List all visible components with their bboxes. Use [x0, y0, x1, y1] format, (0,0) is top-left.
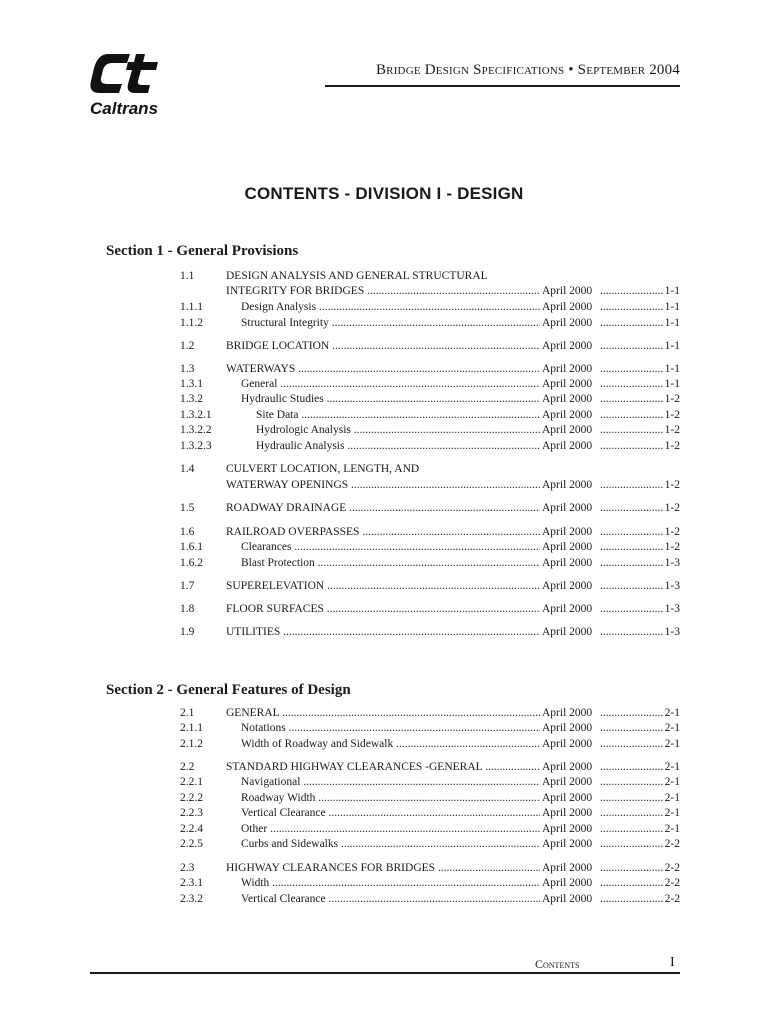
toc-entry-page: [600, 478, 680, 493]
toc-entry-page: [600, 706, 680, 721]
toc-entry-title: [226, 269, 546, 284]
toc-entry-page: [600, 625, 680, 640]
toc-entry-number: 1.6.2: [180, 557, 203, 569]
toc-entry-date: April 2000: [542, 775, 602, 790]
toc-entry-number: 1.3.1: [180, 378, 203, 390]
toc-entry-title: [256, 423, 540, 438]
toc-entry-number: 1.3.2.2: [180, 424, 212, 436]
toc-entry-date: April 2000: [542, 822, 602, 837]
toc-entry[interactable]: [180, 408, 680, 423]
toc-entry[interactable]: [180, 806, 680, 821]
toc-entry-page-number: 1-1: [664, 285, 680, 297]
toc-entry-title-text: HIGHWAY CLEARANCES FOR BRIDGES .....: [226, 862, 540, 874]
toc-entry-title: [241, 876, 540, 891]
toc-entry-title: [226, 501, 540, 516]
toc-entry-title: [241, 791, 540, 806]
toc-entry[interactable]: [180, 300, 680, 315]
toc-entry[interactable]: [180, 861, 680, 876]
toc-entry-number: 1.6: [180, 526, 195, 538]
toc-entry-number: 1.3: [180, 363, 195, 375]
toc-entry-page: [600, 861, 680, 876]
toc-entry-title: [241, 392, 540, 407]
toc-entry-title-text: WATERWAYS .....: [226, 363, 540, 375]
toc-entry-page-number: 1-3: [664, 626, 680, 638]
toc-entry-page: [600, 377, 680, 392]
caltrans-logo: [88, 48, 178, 118]
toc-entry-title-text: Width of Roadway and Sidewalk .....: [241, 738, 540, 750]
toc-entry-page: [600, 423, 680, 438]
toc-entry-date: April 2000: [542, 377, 602, 392]
running-header: [325, 62, 680, 79]
toc-entry-page: [600, 540, 680, 555]
toc-entry-title: [241, 300, 540, 315]
toc-entry-title-text: CULVERT LOCATION, LENGTH, AND: [226, 463, 420, 475]
toc-entry[interactable]: [180, 791, 680, 806]
toc-entry-title: [241, 837, 540, 852]
toc-entry-date: April 2000: [542, 556, 602, 571]
toc-entry-page: [600, 556, 680, 571]
toc-entry-number: 1.3.2.3: [180, 440, 212, 452]
toc-entry-date: April 2000: [542, 316, 602, 331]
toc-entry[interactable]: [180, 876, 680, 891]
toc-entry[interactable]: [180, 525, 680, 540]
toc-entry[interactable]: [180, 760, 680, 775]
toc-entry-title: [226, 462, 546, 477]
toc-entry-date: April 2000: [542, 579, 602, 594]
toc-entry-title-text: Structural Integrity .....: [241, 317, 540, 329]
toc-entry-title: [241, 806, 540, 821]
toc-entry-title-text: Vertical Clearance .....: [241, 807, 540, 819]
toc-entry-page-number: 1-3: [664, 603, 680, 615]
toc-entry-title-text: STANDARD HIGHWAY CLEARANCES -GENERAL .....: [226, 761, 540, 773]
toc-entry-date: April 2000: [542, 540, 602, 555]
toc-entry-page-number: 1-1: [664, 363, 680, 375]
toc-entry-date: April 2000: [542, 392, 602, 407]
toc-entry[interactable]: [180, 501, 680, 516]
toc-entry-page-number: 1-1: [664, 340, 680, 352]
toc-entry-title: [241, 556, 540, 571]
toc-entry[interactable]: [180, 362, 680, 377]
toc-entry-date: April 2000: [542, 625, 602, 640]
toc-entry-number: 1.6.1: [180, 541, 203, 553]
toc-entry-page-number: 2-1: [664, 738, 680, 750]
toc-entry-number: 1.8: [180, 603, 195, 615]
toc-entry-title-text: Blast Protection .....: [241, 557, 540, 569]
toc-entry-number: 1.1: [180, 270, 195, 282]
toc-entry-title-text: Curbs and Sidewalks .....: [241, 838, 540, 850]
toc-entry-title-text: Hydraulic Studies .....: [241, 393, 540, 405]
toc-entry-page: [600, 284, 680, 299]
toc-entry-page-number: 1-3: [664, 580, 680, 592]
toc-entry-page-number: 2-1: [664, 807, 680, 819]
toc-entry-title-text: Design Analysis .....: [241, 301, 540, 313]
toc-entry[interactable]: [180, 269, 680, 284]
toc-entry-number: 2.1.2: [180, 738, 203, 750]
toc-entry-title-text: SUPERELEVATION .....: [226, 580, 540, 592]
toc-entry-page-number: 2-2: [664, 893, 680, 905]
toc-entry-title-text: GENERAL .....: [226, 707, 540, 719]
toc-entry-title: [226, 525, 540, 540]
toc-entry-title-text: Hydrologic Analysis .....: [256, 424, 540, 436]
toc-entry-page-number: 2-1: [664, 792, 680, 804]
toc-entry-page-number: 1-1: [664, 317, 680, 329]
toc-entry-title: [226, 339, 540, 354]
toc-entry-number: 2.3.1: [180, 877, 203, 889]
toc-entry-page: [600, 362, 680, 377]
toc-entry-page: [600, 501, 680, 516]
toc-entry-title-text: Width .....: [241, 877, 540, 889]
toc-entry-page: [600, 775, 680, 790]
toc-entry-title: [241, 377, 540, 392]
footer-rule: [90, 972, 680, 974]
toc-entry-page-number: 2-2: [664, 862, 680, 874]
toc-entry-date: April 2000: [542, 439, 602, 454]
toc-entry-title: [256, 439, 540, 454]
toc-entry-page-number: 1-2: [664, 409, 680, 421]
toc-entry-title-text: Hydraulic Analysis .....: [256, 440, 540, 452]
toc-entry-title-text: WATERWAY OPENINGS .....: [226, 479, 540, 491]
toc-entry-date: April 2000: [542, 300, 602, 315]
toc-entry-page: [600, 316, 680, 331]
toc-entry-date: April 2000: [542, 721, 602, 736]
toc-entry-title: [241, 775, 540, 790]
toc-entry-page-number: 1-2: [664, 393, 680, 405]
toc-entry-title-text: Other .....: [241, 823, 540, 835]
toc-entry-page-number: 1-2: [664, 541, 680, 553]
toc-entry-title: [241, 721, 540, 736]
toc-entry[interactable]: [180, 737, 680, 752]
toc-entry-date: April 2000: [542, 876, 602, 891]
toc-entry-number: 2.3.2: [180, 893, 203, 905]
toc-entry-number: 2.2.3: [180, 807, 203, 819]
toc-entry-page: [600, 579, 680, 594]
toc-entry-number: 1.1.1: [180, 301, 203, 313]
toc-entry-number: 2.2: [180, 761, 195, 773]
toc-entry-page: [600, 822, 680, 837]
toc-entry-page: [600, 791, 680, 806]
toc-entry-page: [600, 892, 680, 907]
toc-entry-date: April 2000: [542, 806, 602, 821]
toc-entry-title-text: DESIGN ANALYSIS AND GENERAL STRUCTURAL: [226, 270, 488, 282]
toc-entry[interactable]: [180, 822, 680, 837]
toc-entry-page-number: 1-2: [664, 424, 680, 436]
toc-entry[interactable]: [180, 377, 680, 392]
toc-entry-page-number: 1-2: [664, 526, 680, 538]
toc-entry-title-text: BRIDGE LOCATION .....: [226, 340, 540, 352]
toc-entry-title: [226, 478, 540, 493]
toc-entry-title: [226, 861, 540, 876]
toc-entry-number: 2.2.2: [180, 792, 203, 804]
toc-entry-number: 1.9: [180, 626, 195, 638]
toc-entry-title: [226, 284, 540, 299]
toc-entry[interactable]: [180, 439, 680, 454]
toc-entry-page: [600, 602, 680, 617]
toc-entry[interactable]: [180, 284, 680, 299]
toc-entry-title: [241, 737, 540, 752]
toc-entry-number: 2.1: [180, 707, 195, 719]
toc-entry-date: April 2000: [542, 737, 602, 752]
toc-entry-page: [600, 439, 680, 454]
footer-label: Contents: [535, 957, 580, 971]
toc-entry-date: April 2000: [542, 706, 602, 721]
toc-entry-title-text: Notations .....: [241, 722, 540, 734]
toc-entry-page: [600, 876, 680, 891]
footer-page-number: I: [670, 955, 675, 970]
toc-entry-page: [600, 392, 680, 407]
toc-entry-date: April 2000: [542, 501, 602, 516]
toc-entry-title-text: Navigational .....: [241, 776, 540, 788]
toc-entry-date: April 2000: [542, 284, 602, 299]
toc-entry[interactable]: [180, 721, 680, 736]
toc-entry[interactable]: [180, 556, 680, 571]
toc-entry-number: 1.2: [180, 340, 195, 352]
toc-entry[interactable]: [180, 462, 680, 477]
toc-entry-title-text: INTEGRITY FOR BRIDGES .....: [226, 285, 540, 297]
document-title: CONTENTS - DIVISION I - DESIGN: [244, 184, 524, 203]
toc-entry-date: April 2000: [542, 861, 602, 876]
header-rule: [325, 85, 680, 87]
toc-entry-page-number: 1-3: [664, 557, 680, 569]
toc-entry-number: 1.3.2: [180, 393, 203, 405]
toc-entry-number: 1.5: [180, 502, 195, 514]
toc-entry-number: 2.3: [180, 862, 195, 874]
toc-entry[interactable]: [180, 316, 680, 331]
toc-entry-page: [600, 737, 680, 752]
toc-entry-date: April 2000: [542, 339, 602, 354]
toc-entry-page-number: 2-1: [664, 761, 680, 773]
toc-entry-title-text: ROADWAY DRAINAGE .....: [226, 502, 540, 514]
toc-entry[interactable]: [180, 602, 680, 617]
toc-entry-page-number: 2-1: [664, 722, 680, 734]
logo-wordmark: Caltrans: [90, 99, 159, 118]
header-separator: •: [568, 62, 574, 78]
toc-entry[interactable]: [180, 837, 680, 852]
toc-entry-page-number: 2-1: [664, 823, 680, 835]
toc-entry-title: [226, 706, 540, 721]
section-heading: Section 2 - General Features of Design: [106, 682, 351, 698]
toc-entry-title: [226, 602, 540, 617]
toc-entry[interactable]: [180, 892, 680, 907]
toc-entry-title-text: UTILITIES .....: [226, 626, 540, 638]
toc-entry-title-text: RAILROAD OVERPASSES .....: [226, 526, 540, 538]
toc-entry-title-text: General .....: [241, 378, 540, 390]
toc-entry-title: [226, 579, 540, 594]
toc-entry-page-number: 2-1: [664, 707, 680, 719]
toc-entry-title: [226, 760, 540, 775]
toc-entry-number: 1.7: [180, 580, 195, 592]
toc-entry-title-text: Clearances .....: [241, 541, 540, 553]
toc-entry-page-number: 2-1: [664, 776, 680, 788]
toc-entry[interactable]: [180, 706, 680, 721]
toc-entry-date: April 2000: [542, 791, 602, 806]
toc-entry[interactable]: [180, 625, 680, 640]
toc-entry-page-number: 1-1: [664, 301, 680, 313]
toc-entry-title: [226, 625, 540, 640]
toc-entry-title: [226, 362, 540, 377]
toc-entry[interactable]: [180, 540, 680, 555]
toc-entry[interactable]: [180, 423, 680, 438]
toc-entry-page: [600, 760, 680, 775]
toc-entry-number: 1.3.2.1: [180, 409, 212, 421]
toc-entry-number: 1.1.2: [180, 317, 203, 329]
toc-entry-page: [600, 837, 680, 852]
toc-entry-page: [600, 408, 680, 423]
toc-entry[interactable]: [180, 339, 680, 354]
toc-entry-date: April 2000: [542, 892, 602, 907]
toc-entry-title: [256, 408, 540, 423]
toc-entry-title-text: Vertical Clearance .....: [241, 893, 540, 905]
toc-entry[interactable]: [180, 775, 680, 790]
toc-entry-page-number: 2-2: [664, 877, 680, 889]
toc-entry-page-number: 1-2: [664, 502, 680, 514]
toc-entry-title: [241, 540, 540, 555]
toc-entry-date: April 2000: [542, 478, 602, 493]
toc-entry[interactable]: [180, 478, 680, 493]
toc-entry-page-number: 1-2: [664, 440, 680, 452]
section-heading: Section 1 - General Provisions: [106, 243, 299, 259]
toc-entry[interactable]: [180, 579, 680, 594]
toc-entry-title-text: FLOOR SURFACES .....: [226, 603, 540, 615]
toc-entry-page: [600, 525, 680, 540]
toc-entry-page: [600, 339, 680, 354]
toc-entry-date: April 2000: [542, 837, 602, 852]
toc-entry-page: [600, 806, 680, 821]
toc-entry-page-number: 2-2: [664, 838, 680, 850]
toc-entry-title: [241, 892, 540, 907]
toc-entry-page-number: 1-2: [664, 479, 680, 491]
toc-entry-number: 2.2.1: [180, 776, 203, 788]
toc-entry-date: April 2000: [542, 760, 602, 775]
toc-entry-number: 2.2.5: [180, 838, 203, 850]
toc-entry-date: April 2000: [542, 408, 602, 423]
toc-entry-title: [241, 822, 540, 837]
toc-entry-number: 2.2.4: [180, 823, 203, 835]
toc-entry-date: April 2000: [542, 423, 602, 438]
header-title: Bridge Design Specifications: [375, 62, 565, 78]
toc-entry-title: [241, 316, 540, 331]
toc-entry-title-text: Site Data .....: [256, 409, 540, 421]
toc-entry-page-number: 1-1: [664, 378, 680, 390]
toc-entry-date: April 2000: [542, 362, 602, 377]
toc-entry-page: [600, 721, 680, 736]
toc-entry[interactable]: [180, 392, 680, 407]
toc-entry-title-text: Roadway Width .....: [241, 792, 540, 804]
toc-entry-number: 2.1.1: [180, 722, 203, 734]
toc-entry-number: 1.4: [180, 463, 195, 475]
header-date: September 2004: [577, 62, 680, 78]
toc-entry-date: April 2000: [542, 602, 602, 617]
toc-entry-page: [600, 300, 680, 315]
toc-entry-date: April 2000: [542, 525, 602, 540]
